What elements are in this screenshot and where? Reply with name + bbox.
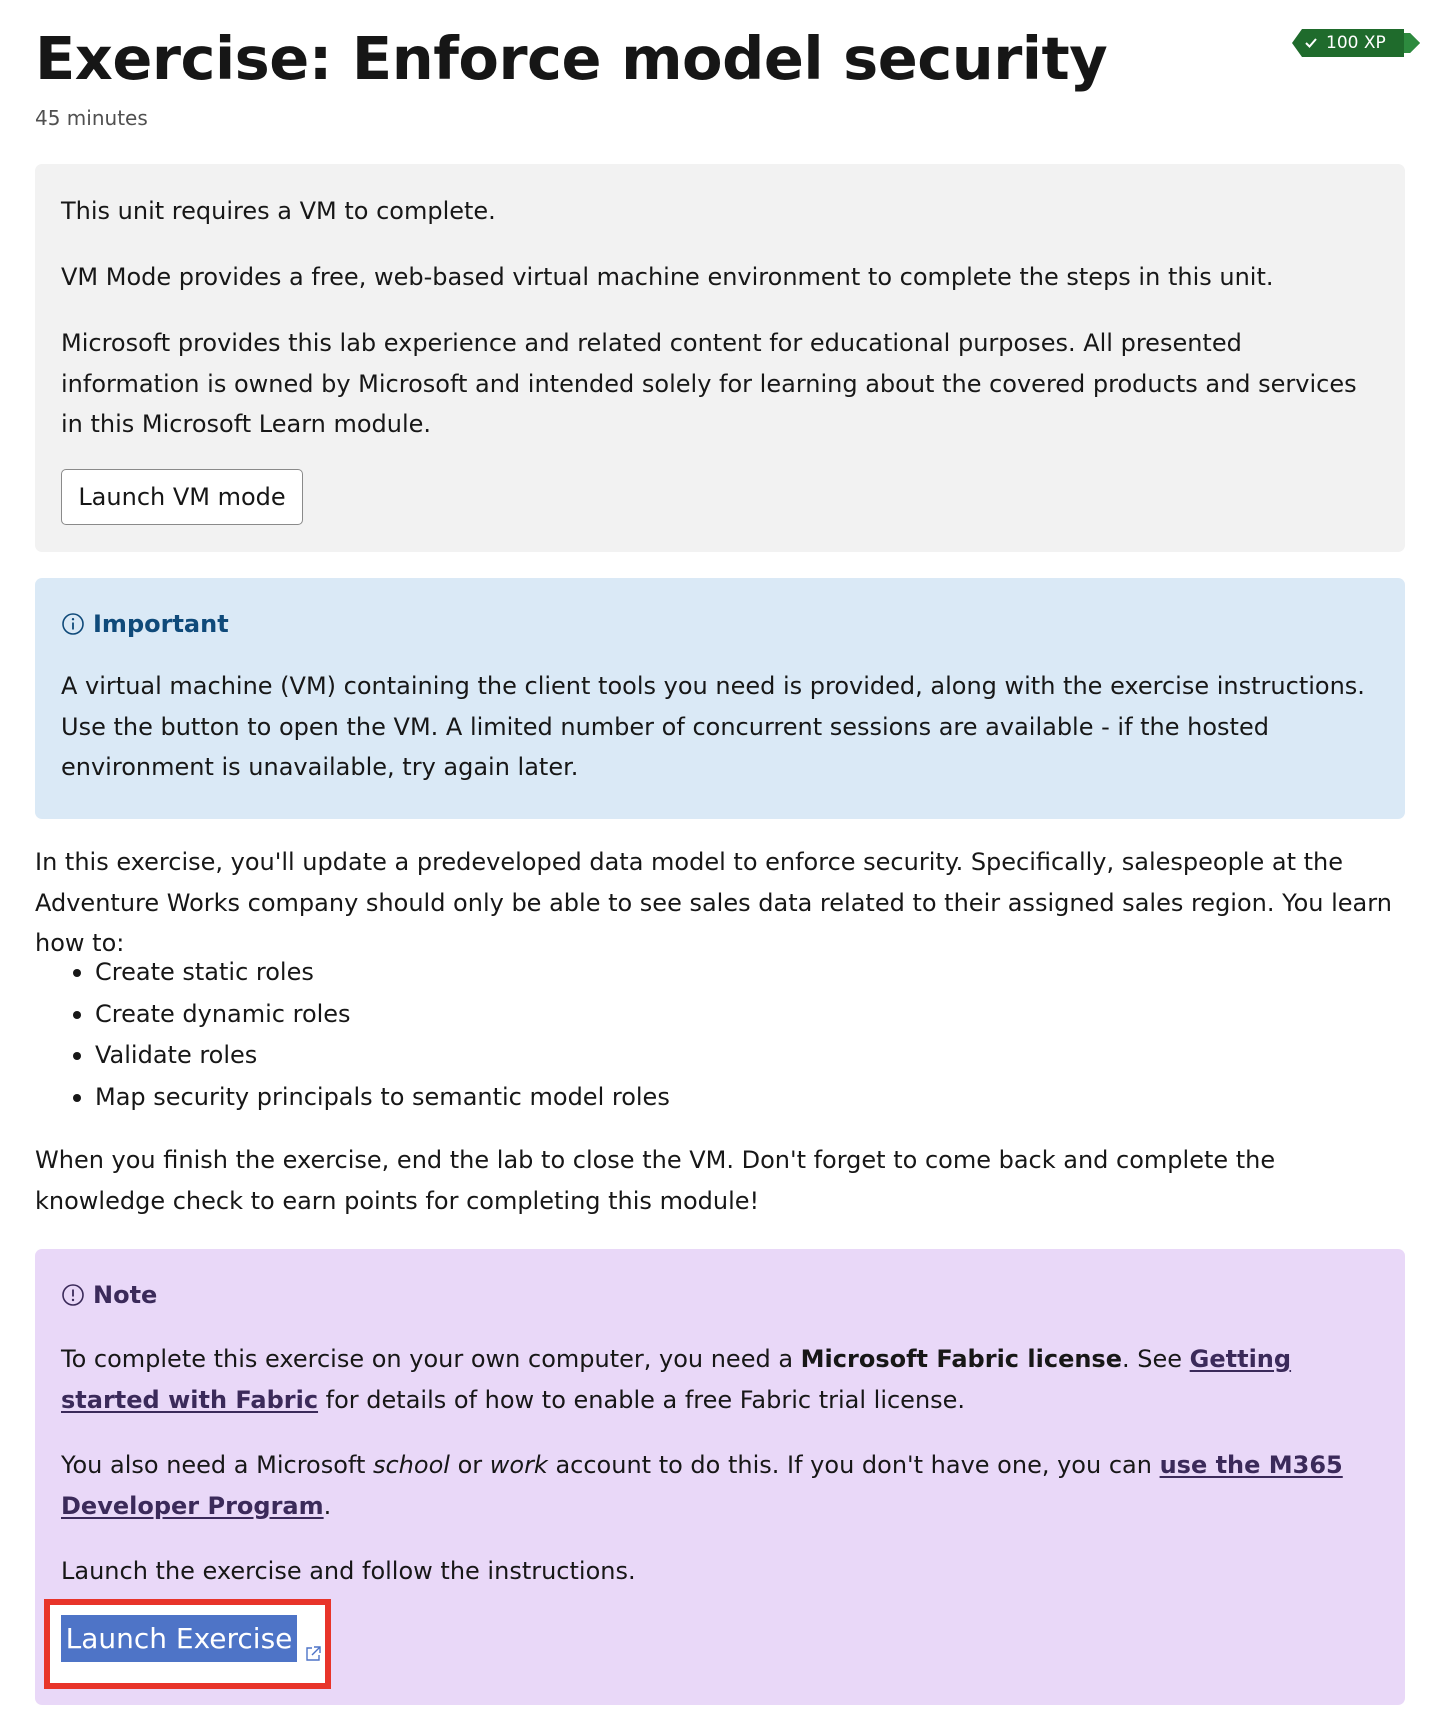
xp-badge [1292,29,1420,57]
note-heading [61,1275,157,1315]
note-account-text-part: You also need a Microsoft [61,1451,373,1479]
note-alert [35,1249,1405,1705]
important-heading-label: Important [93,610,229,638]
note-heading-label: Note [93,1281,158,1309]
launch-exercise-button[interactable]: Launch Exercise [61,1615,297,1662]
external-link-icon [304,1645,322,1663]
checkmark-icon [1304,36,1318,50]
exclamation-icon [61,1283,85,1307]
learning-objectives-list [35,952,670,1118]
bullet-icon [73,1094,81,1102]
unit-duration: 45 minutes [35,106,148,130]
list-item-label: Map security principals to semantic model roles [95,1082,670,1111]
fabric-license-emphasis: Microsoft Fabric license [800,1345,1122,1373]
page-title: Exercise: Enforce model security [35,24,1108,93]
vm-mode-description: VM Mode provides a free, web-based virtual machine environment to complete the steps in this unit. [61,263,1274,291]
list-item [35,994,670,1036]
note-account-text-part: account to do this. If you don't have one, you can [547,1451,1160,1479]
bullet-icon [73,969,81,977]
work-emphasis: work [489,1451,548,1479]
vm-mode-panel [35,164,1405,552]
xp-label: 100 XP [1326,33,1386,53]
note-license-text-part: for details of how to enable a free Fabric trial license. [318,1385,966,1414]
school-emphasis: school [372,1451,450,1479]
list-item [35,1077,670,1119]
getting-started-fabric-link[interactable]: Getting started with Fabric [61,1345,1292,1414]
info-icon [61,612,85,636]
list-item [35,1035,670,1077]
list-item-label: Create dynamic roles [95,999,351,1028]
important-heading [61,604,229,644]
m365-developer-program-link[interactable]: use the M365 Developer Program [61,1451,1343,1520]
exercise-closing-text: When you finish the exercise, end the lab to close the VM. Don't forget to come back and complete the knowledge check to earn points for completing this module! [35,1146,1276,1215]
bullet-icon [73,1011,81,1019]
vm-disclaimer: Microsoft provides this lab experience and related content for educational purposes. All presented information is owned by Microsoft and intended solely for learning about the covered products and services in this Microsoft Learn module. [61,329,1357,438]
launch-exercise-highlight [44,1599,331,1689]
note-account-text-part: . [323,1491,332,1520]
vm-requirement-text: This unit requires a VM to complete. [61,197,496,225]
bullet-icon [73,1052,81,1060]
important-alert [35,578,1405,819]
important-text: A virtual machine (VM) containing the client tools you need is provided, along with the exercise instructions. Use the button to open the VM. A limited number of concurrent sessions are available - if the hosted environment is unavailable, try again later. [61,672,1365,781]
note-license-text-part: . See [1122,1345,1190,1373]
list-item [35,952,670,994]
note-account-text [61,1445,1381,1526]
list-item-label: Validate roles [95,1041,258,1069]
list-item-label: Create static roles [95,958,314,986]
note-license-text [61,1339,1381,1420]
note-launch-instructions: Launch the exercise and follow the instructions. [61,1557,636,1585]
note-license-text-part: To complete this exercise on your own computer, you need a [61,1345,801,1373]
launch-vm-mode-button[interactable]: Launch VM mode [61,469,303,525]
exercise-intro: In this exercise, you'll update a predeveloped data model to enforce security. Specifically, salespeople at the Adventure Works company should only be able to see sales data related to their assigned sales region. You learn how to: [35,848,1392,957]
note-account-text-part: or [449,1451,490,1479]
